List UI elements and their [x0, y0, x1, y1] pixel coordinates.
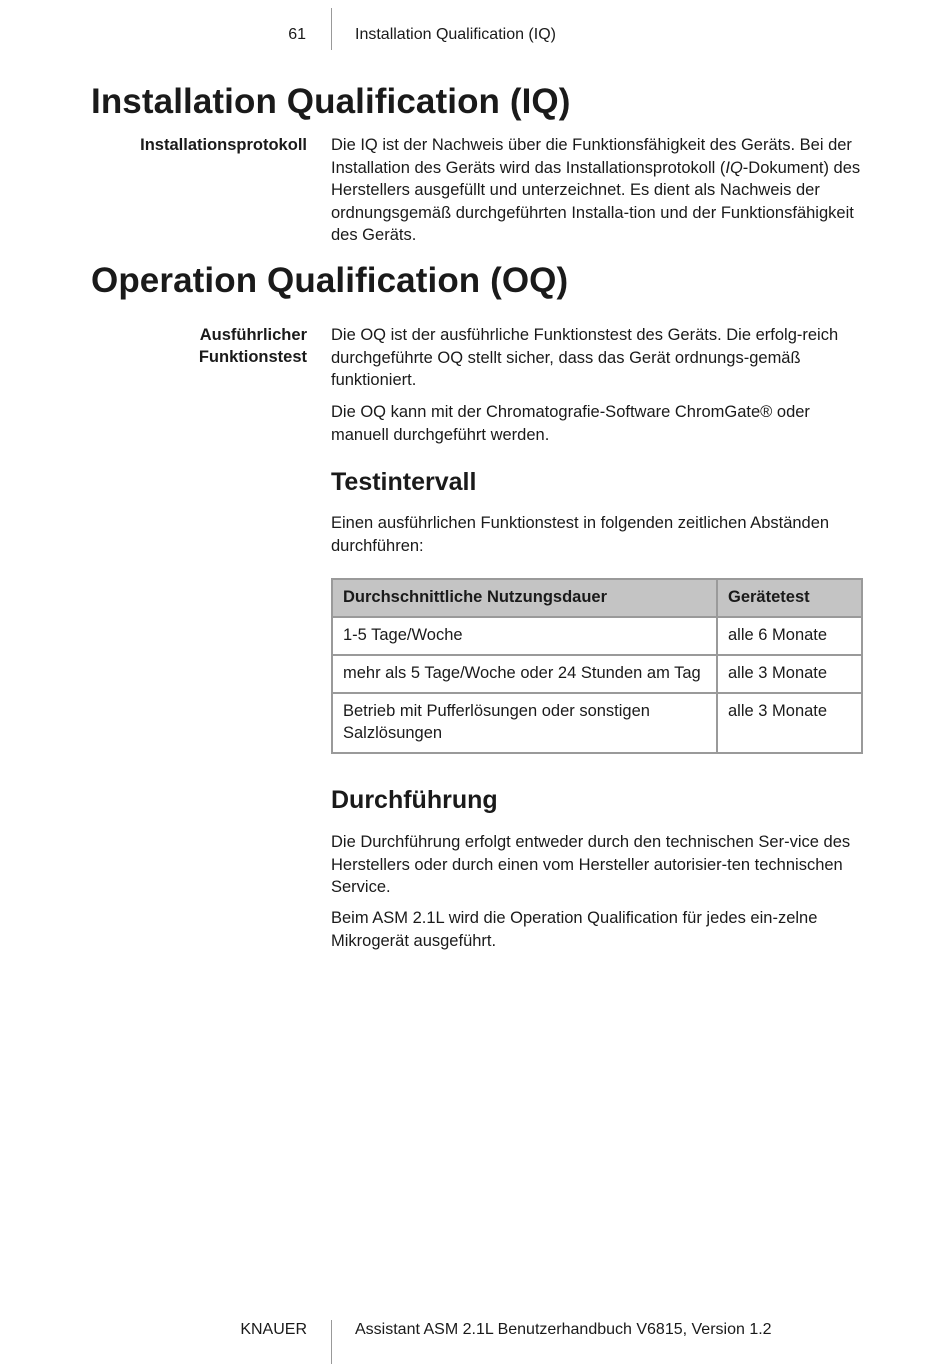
durchfuehrung-paragraph-2: Beim ASM 2.1L wird die Operation Qualification für jedes ein-zelne Mikrogerät ausgeführt. — [331, 909, 818, 950]
page-number: 61 — [288, 26, 306, 43]
table-cell-test: alle 6 Monate — [717, 617, 862, 655]
iq-margin-label: Installationsprotokoll — [140, 136, 307, 154]
testintervall-heading: Testintervall — [331, 468, 477, 496]
table-row — [332, 617, 862, 655]
oq-paragraph-2: Die OQ kann mit der Chromatografie-Software ChromGate® oder manuell durchgeführt werden. — [331, 403, 810, 444]
table-cell-test: alle 3 Monate — [717, 693, 862, 753]
oq-paragraph-1: Die OQ ist der ausführliche Funktionstest des Geräts. Die erfolg-reich durchgeführte OQ stellt sicher, dass das Gerät ordnungs-gemäß funktioniert. — [331, 326, 839, 389]
test-interval-table — [331, 578, 863, 754]
iq-paragraph-part1: Die IQ ist der Nachweis über die Funktionsfähigkeit des Geräts. Bei der Installation des Geräts wird das Installationsprotokoll ( — [331, 136, 852, 177]
table-cell-test: alle 3 Monate — [717, 655, 862, 693]
table-row — [332, 655, 862, 693]
footer-divider — [331, 1320, 332, 1364]
iq-paragraph — [331, 134, 863, 247]
oq-heading: Operation Qualification (OQ) — [91, 261, 569, 300]
running-title: Installation Qualification (IQ) — [355, 26, 556, 43]
iq-paragraph-part2: -Dokument) des Herstellers ausgefüllt und unterzeichnet. Es dient als Nachweis der ordnungsgemäß durchgeführten Installa-tion und der Funktionsfähigkeit des Geräts. — [331, 158, 861, 244]
table-cell-usage: Betrieb mit Pufferlösungen oder sonstigen Salzlösungen — [332, 693, 717, 753]
table-header-test: Gerätetest — [717, 579, 862, 617]
oq-margin-label-line2: Funktionstest — [198, 348, 307, 366]
oq-margin-label-line1: Ausführlicher — [199, 326, 307, 344]
table-row — [332, 693, 862, 753]
header-divider — [331, 8, 332, 50]
table-header-usage: Durchschnittliche Nutzungsdauer — [332, 579, 717, 617]
testintervall-intro: Einen ausführlichen Funktionstest in folgenden zeitlichen Abständen durchführen: — [331, 514, 830, 555]
oq-margin-label — [199, 324, 307, 368]
table-cell-usage: 1-5 Tage/Woche — [332, 617, 717, 655]
durchfuehrung-heading: Durchführung — [331, 786, 498, 814]
footer-brand: KNAUER — [240, 1321, 307, 1338]
durchfuehrung-paragraph-1: Die Durchführung erfolgt entweder durch den technischen Ser-vice des Herstellers oder durch einen vom Hersteller autorisier-ten technischen Service. — [331, 833, 851, 896]
footer-document-title: Assistant ASM 2.1L Benutzerhandbuch V6815, Version 1.2 — [355, 1321, 772, 1338]
table-cell-usage: mehr als 5 Tage/Woche oder 24 Stunden am Tag — [332, 655, 717, 693]
table-header-row — [332, 579, 862, 617]
iq-paragraph-italic: IQ — [725, 158, 743, 177]
iq-heading: Installation Qualification (IQ) — [91, 82, 571, 121]
